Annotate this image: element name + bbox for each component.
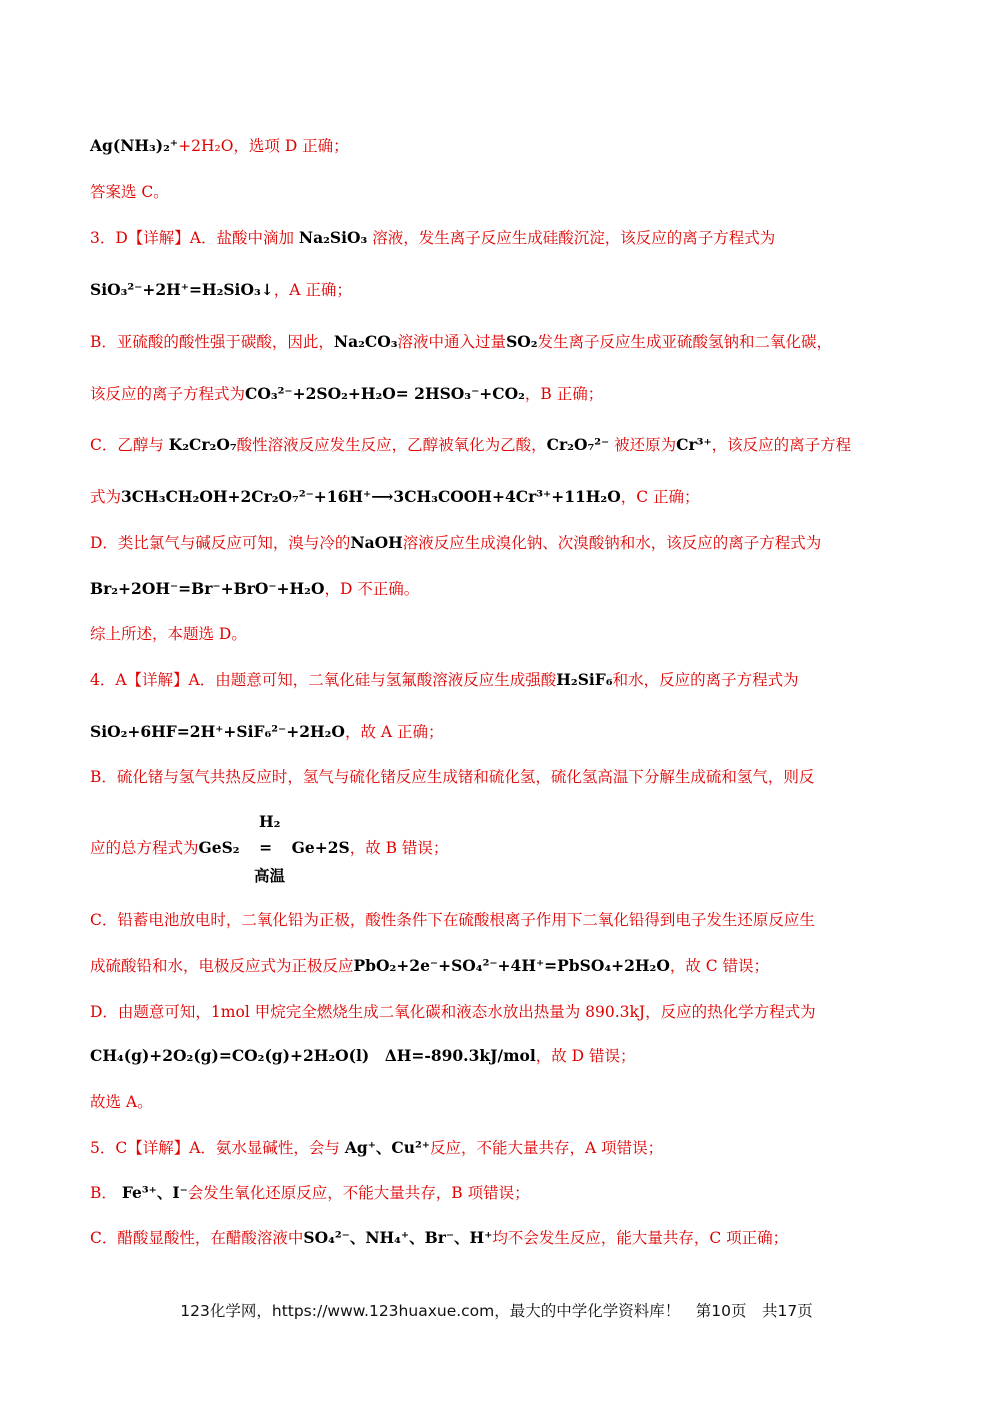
- line-q4-a-eq: [90, 720, 913, 744]
- line-q4-a: [90, 668, 913, 692]
- formula: NaOH: [350, 533, 403, 552]
- formula: 3CH₃CH₂OH+2Cr₂O₇²⁻+16H⁺⟶3CH₃COOH+4Cr³⁺+11H₂O: [121, 487, 621, 506]
- line-q3-d: [90, 531, 913, 555]
- text: 4．A【详解】A．由题意可知，二氧化硅与氢氟酸溶液反应生成强酸: [90, 671, 557, 689]
- formula: Ag⁺、Cu²⁺: [344, 1138, 430, 1157]
- text: B．: [90, 1184, 122, 1202]
- text: 综上所述，本题选 D。: [90, 625, 247, 643]
- formula: Na₂SiO₃: [298, 228, 368, 247]
- line-q3-d-eq: [90, 577, 913, 601]
- page-footer: 123化学网，https://www.123huaxue.com，最大的中学化学资料库！ 第10页 共17页: [180, 1302, 813, 1320]
- line-q3-summary: [90, 622, 913, 646]
- formula: CH₄(g)+2O₂(g)=CO₂(g)+2H₂O(l) ΔH=-890.3kJ/mol: [90, 1046, 536, 1065]
- text: C．乙醇与: [90, 436, 169, 454]
- formula: SiO₂+6HF=2H⁺+SiF₆²⁻+2H₂O: [90, 722, 345, 741]
- text: +2H₂O，选项 D 正确；: [178, 137, 349, 155]
- text: ，故 C 错误；: [669, 957, 770, 975]
- text: 发生离子反应生成亚硫酸氢钠和二氧化碳，: [537, 333, 833, 351]
- line-q4-c-eq: [90, 954, 913, 978]
- condition-above: H₂: [259, 812, 281, 831]
- text: 酸性溶液反应发生反应，乙醇被氧化为乙酸，: [236, 436, 547, 454]
- text: 答案选 C。: [90, 183, 169, 201]
- text: 会发生氧化还原反应，不能大量共存，B 项错误；: [187, 1184, 530, 1202]
- text: 反应，不能大量共存，A 项错误；: [429, 1139, 664, 1157]
- line-q2-option-d: [90, 134, 913, 158]
- text: ，D 不正确。: [324, 580, 420, 598]
- formula: SO₂: [506, 332, 538, 351]
- line-q3-b: [90, 330, 913, 354]
- text: ，故 A 正确；: [344, 723, 444, 741]
- formula: PbO₂+2e⁻+SO₄²⁻+4H⁺=PbSO₄+2H₂O: [353, 956, 670, 975]
- formula: Na₂CO₃: [333, 332, 398, 351]
- text: ，C 正确；: [620, 488, 700, 506]
- formula: K₂Cr₂O₇: [168, 435, 237, 454]
- text: 3．D【详解】A．盐酸中滴加: [90, 229, 299, 247]
- text: 5．C【详解】A．氨水显碱性，会与: [90, 1139, 345, 1157]
- line-q3-c: [90, 433, 913, 457]
- text: 被还原为: [609, 436, 677, 454]
- line-q4-c: [90, 908, 913, 932]
- text: D．类比氯气与碱反应可知，溴与冷的: [90, 534, 351, 552]
- line-q5-c: [90, 1226, 913, 1250]
- text: C．铅蓄电池放电时，二氧化铅为正极，酸性条件下在硫酸根离子作用下二氧化铅得到电子发生还原反应生: [90, 911, 815, 929]
- text: ，故 D 错误；: [535, 1047, 636, 1065]
- formula: Ag(NH₃)₂⁺: [90, 136, 179, 155]
- formula: GeS₂: [198, 838, 240, 857]
- line-q3-a: [90, 226, 913, 250]
- text: 和水，反应的离子方程式为: [612, 671, 799, 689]
- text: ，故 B 错误；: [349, 839, 449, 857]
- line-q4-d-eq: [90, 1044, 913, 1068]
- text: 溶液，发生离子反应生成硅酸沉淀，该反应的离子方程式为: [367, 229, 776, 247]
- text: 故选 A。: [90, 1093, 153, 1111]
- formula: Fe³⁺、I⁻: [121, 1183, 188, 1202]
- text: 溶液中通入过量: [397, 333, 507, 351]
- formula: Ge+2S: [291, 838, 350, 857]
- formula: CO₃²⁻+2SO₂+H₂O= 2HSO₃⁻+CO₂: [245, 384, 525, 403]
- text: ，A 正确；: [273, 281, 352, 299]
- line-q2-answer: [90, 180, 913, 204]
- formula: SO₄²⁻、NH₄⁺、Br⁻、H⁺: [303, 1228, 493, 1247]
- line-q5-b: [90, 1181, 913, 1205]
- text: 该反应的离子方程式为: [90, 385, 246, 403]
- text: 溶液反应生成溴化钠、次溴酸钠和水，该反应的离子方程式为: [402, 534, 822, 552]
- equals-sign: =: [259, 838, 273, 857]
- formula: Br₂+2OH⁻=Br⁻+BrO⁻+H₂O: [90, 579, 325, 598]
- line-q3-a-eq: [90, 278, 913, 302]
- text: 成硫酸铅和水，电极反应式为正极反应: [90, 957, 354, 975]
- line-q3-c-eq: [90, 485, 913, 509]
- text: 式为: [90, 488, 122, 506]
- line-q4-d: [90, 1000, 913, 1024]
- text: B．硫化锗与氢气共热反应时，氢气与硫化锗反应生成锗和硫化氢，硫化氢高温下分解生成硫和氢气，则反: [90, 768, 815, 786]
- line-q4-b-eq: [90, 836, 913, 860]
- text: D．由题意可知，1mol 甲烷完全燃烧生成二氧化碳和液态水放出热量为 890.3kJ，反应的热化学方程式为: [90, 1003, 816, 1021]
- text: 均不会发生反应，能大量共存，C 项正确；: [492, 1229, 789, 1247]
- text: ，B 正确；: [524, 385, 604, 403]
- formula: Cr₂O₇²⁻: [546, 435, 610, 454]
- text: 应的总方程式为: [90, 839, 199, 857]
- condition-below: 高温: [254, 866, 286, 885]
- formula: SiO₃²⁻+2H⁺=H₂SiO₃↓: [90, 280, 274, 299]
- text: C．醋酸显酸性，在醋酸溶液中: [90, 1229, 304, 1247]
- line-q4-summary: [90, 1090, 913, 1114]
- formula: H₂SiF₆: [556, 670, 613, 689]
- text: ，该反应的离子方程: [711, 436, 852, 454]
- line-q4-b: [90, 765, 913, 789]
- line-q5-a: [90, 1136, 913, 1160]
- line-q3-b-eq: [90, 382, 913, 406]
- formula: Cr³⁺: [676, 435, 712, 454]
- text: B．亚硫酸的酸性强于碳酸，因此，: [90, 333, 334, 351]
